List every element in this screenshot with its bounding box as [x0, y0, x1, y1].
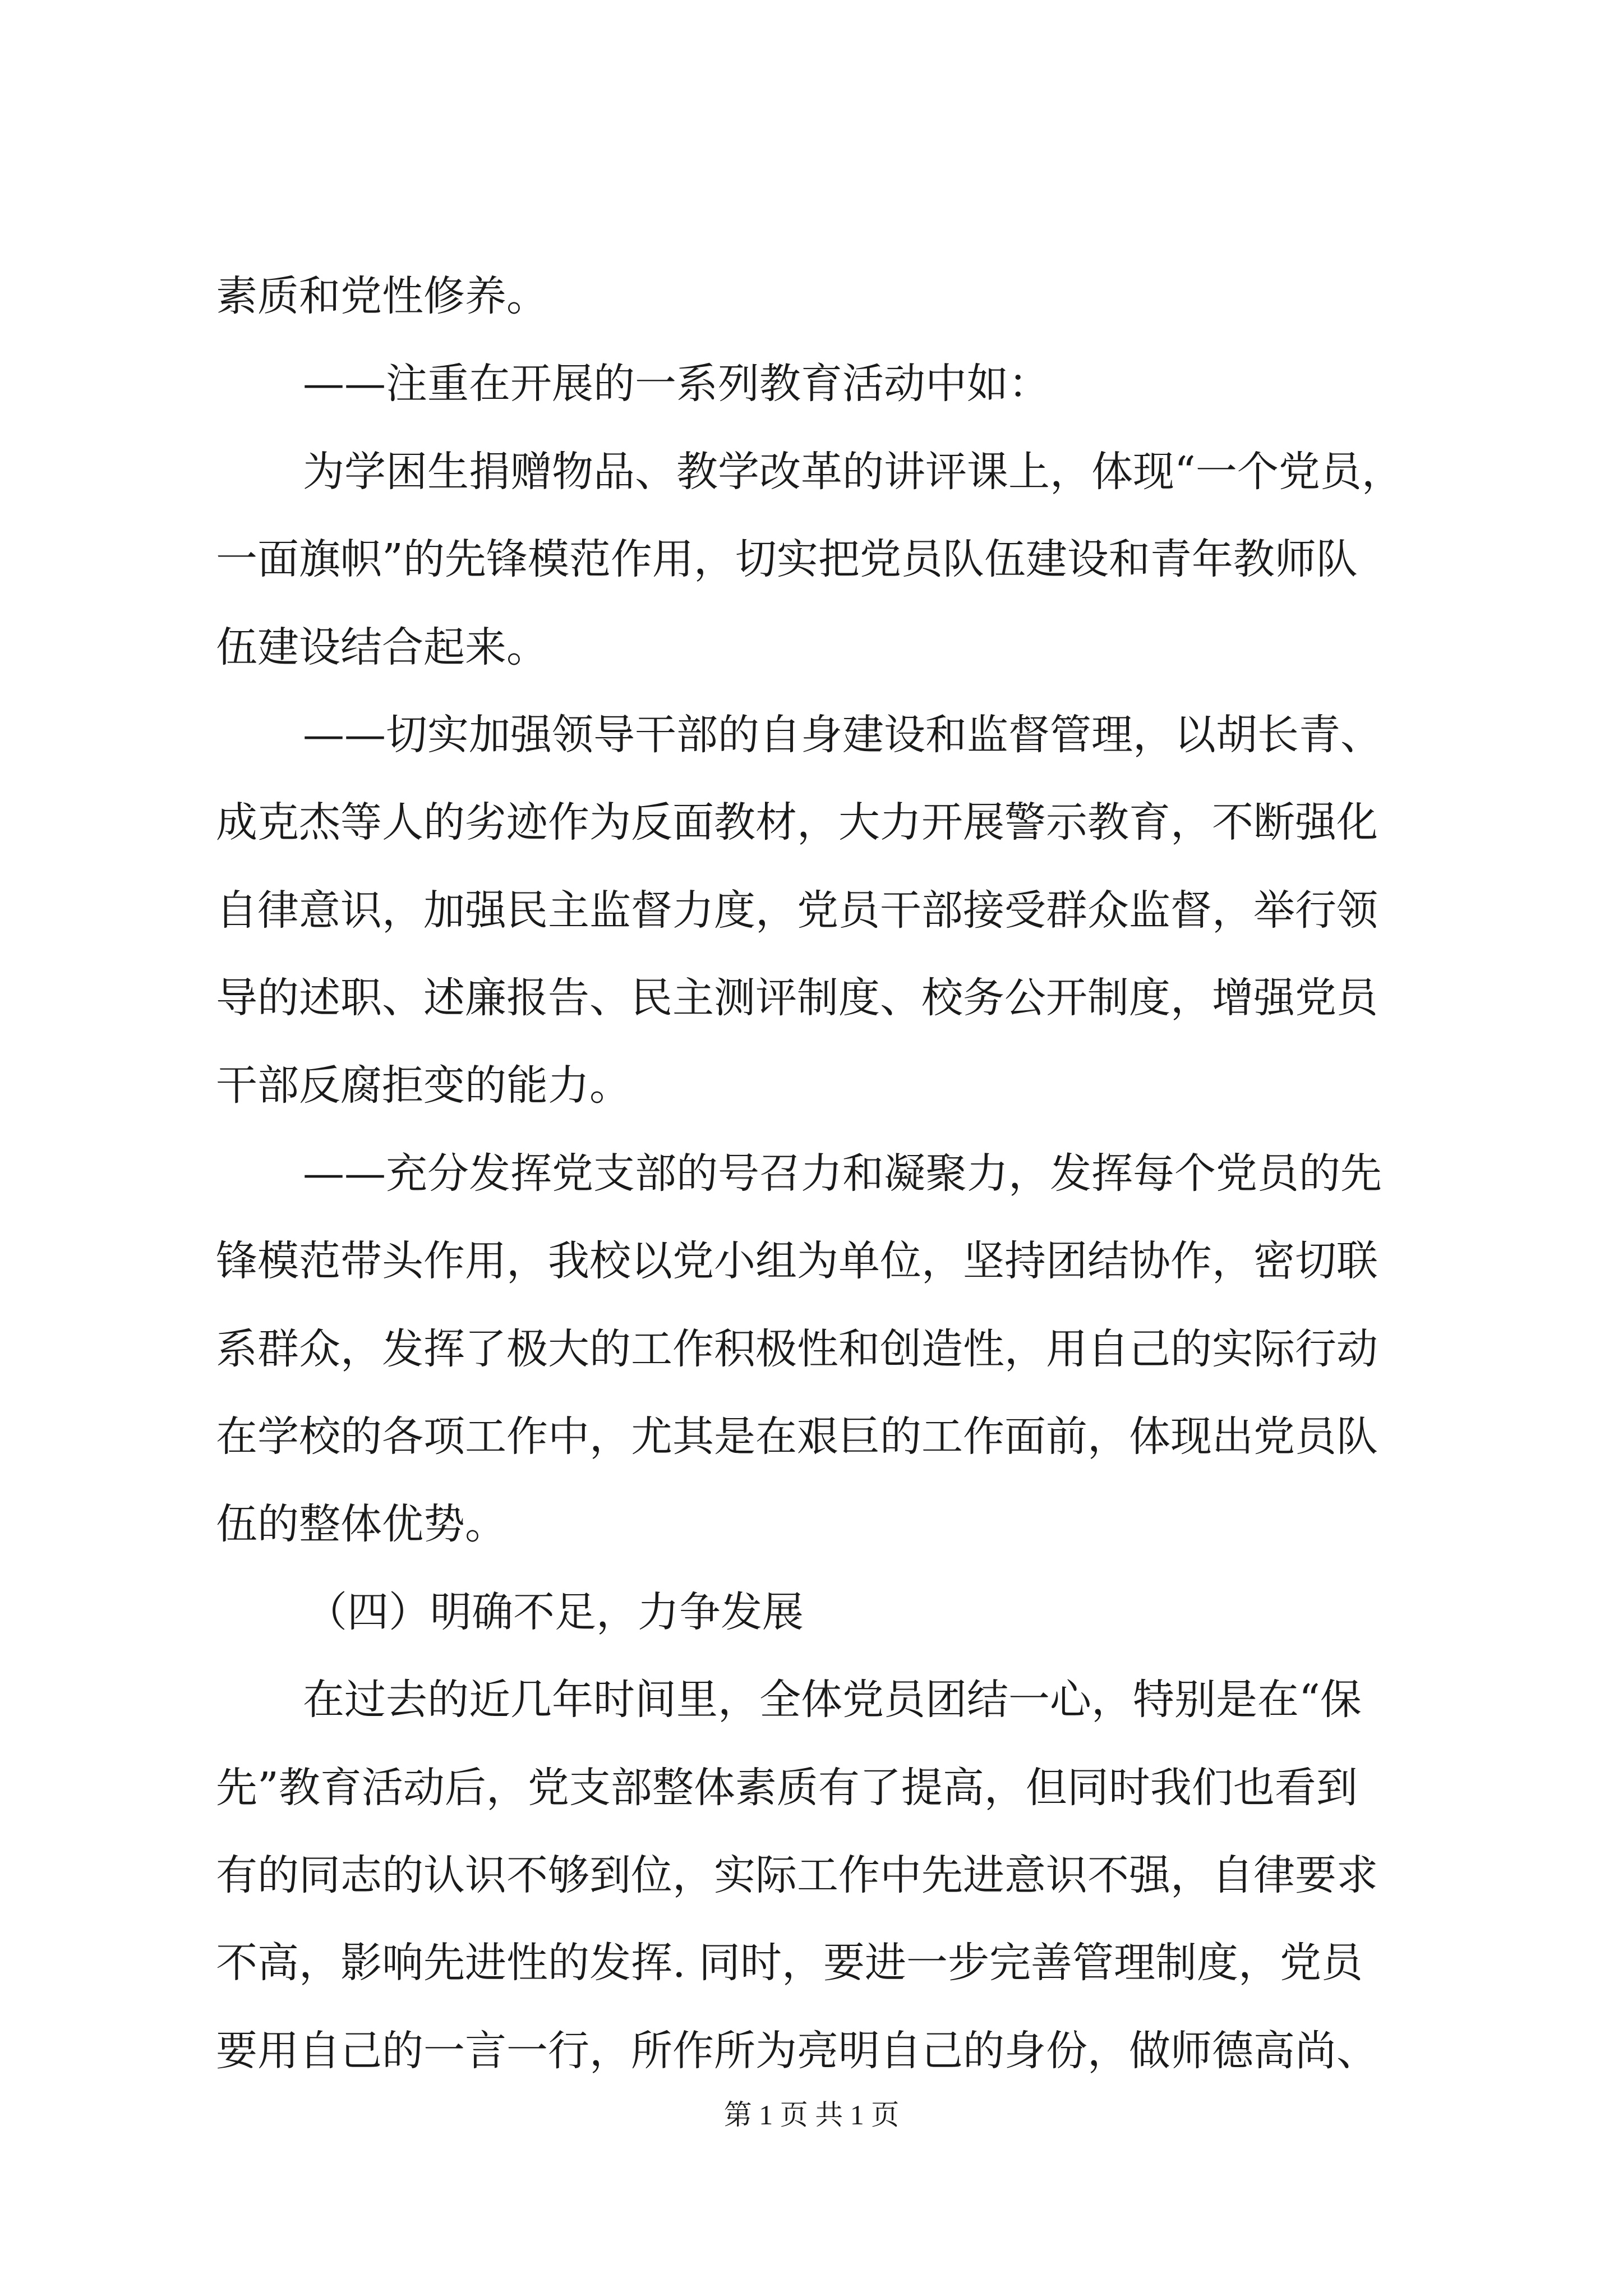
- body-line: 先”教育活动后，党支部整体素质有了提高，但同时我们也看到: [216, 1764, 1358, 1812]
- body-line: 有的同志的认识不够到位，实际工作中先进意识不强，自律要求: [216, 1851, 1378, 1899]
- body-line: 自律意识，加强民主监督力度，党员干部接受群众监督，举行领: [216, 886, 1378, 935]
- body-line: ——注重在开展的一系列教育活动中如：: [303, 360, 1050, 408]
- body-line: 在过去的近几年时间里，全体党员团结一心，特别是在“保: [303, 1676, 1362, 1724]
- body-line: 系群众，发挥了极大的工作积极性和创造性，用自己的实际行动: [216, 1325, 1378, 1373]
- body-line: 为学困生捐赠物品、教学改革的讲评课上，体现“一个党员，: [303, 448, 1403, 496]
- body-line: 伍的整体优势。: [216, 1500, 506, 1548]
- body-line: 干部反腐拒变的能力。: [216, 1061, 631, 1110]
- body-line: 成克杰等人的劣迹作为反面教材，大力开展警示教育，不断强化: [216, 798, 1378, 846]
- body-line: 导的述职、述廉报告、民主测评制度、校务公开制度，增强党员: [216, 974, 1378, 1022]
- body-line: 在学校的各项工作中，尤其是在艰巨的工作面前，体现出党员队: [216, 1412, 1378, 1461]
- page-footer: 第 1 页 共 1 页: [723, 2099, 900, 2131]
- body-line: 要用自己的一言一行，所作所为亮明自己的身份，做师德高尚、: [216, 2027, 1378, 2075]
- section-heading: （四）明确不足，力争发展: [306, 1588, 804, 1636]
- body-line: ——充分发挥党支部的号召力和凝聚力，发挥每个党员的先: [303, 1149, 1382, 1198]
- body-line: 伍建设结合起来。: [216, 623, 548, 671]
- body-line: 锋模范带头作用，我校以党小组为单位，坚持团结协作，密切联: [216, 1237, 1378, 1285]
- body-line: 一面旗帜”的先锋模范作用，切实把党员队伍建设和青年教师队: [216, 535, 1358, 583]
- body-line: 不高，影响先进性的发挥. 同时，要进一步完善管理制度，党员: [216, 1939, 1363, 1987]
- body-line: 素质和党性修养。: [216, 272, 548, 320]
- body-line: ——切实加强领导干部的自身建设和监督管理，以胡长青、: [303, 711, 1382, 759]
